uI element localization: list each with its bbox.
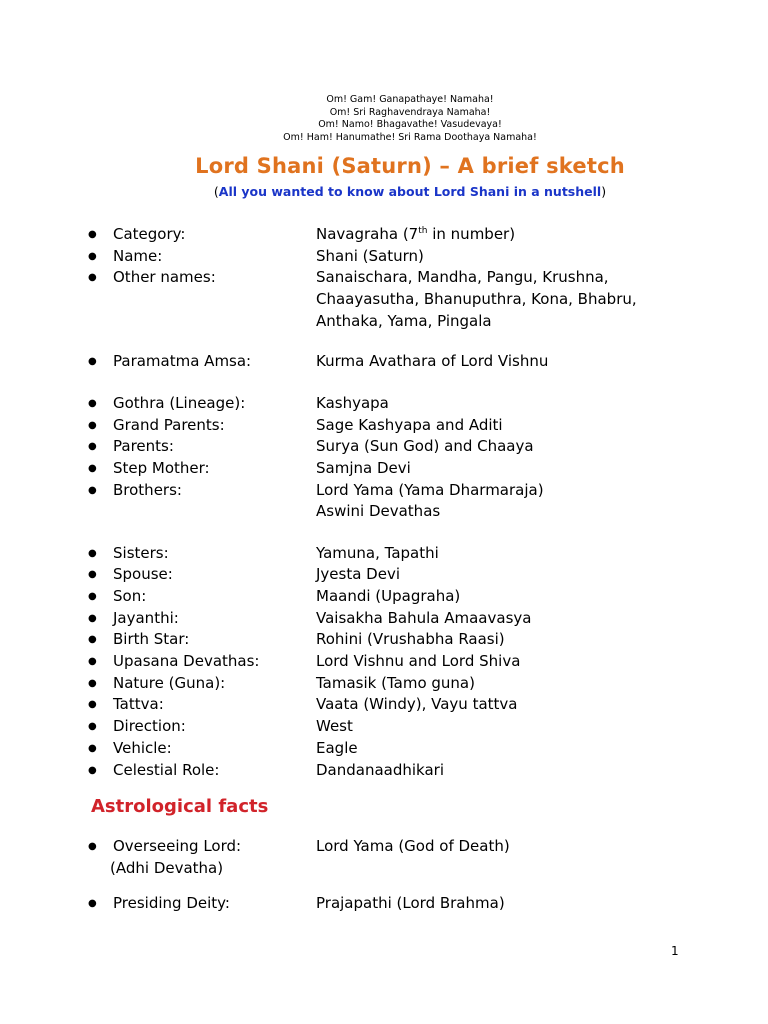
fact-value: Lord Yama (Yama Dharmaraja) <box>316 480 544 499</box>
fact-value: Kurma Avathara of Lord Vishnu <box>316 352 549 370</box>
bullet-icon: ● <box>88 634 97 646</box>
page-number: 1 <box>671 944 679 958</box>
fact-label: Nature (Guna): <box>113 673 226 692</box>
subtitle-open-paren: ( <box>213 184 219 199</box>
bullet-icon: ● <box>88 841 97 852</box>
fact-value-part: Navagraha (7 <box>316 225 419 243</box>
fact-value-continued: Chaayasutha, Bhanuputhra, Kona, Bhabru, <box>316 290 637 309</box>
fact-label: Overseeing Lord: <box>113 837 242 855</box>
fact-label: Upasana Devathas: <box>113 652 260 670</box>
fact-label: Celestial Role: <box>113 760 220 779</box>
fact-value-superscript: th <box>418 226 428 236</box>
fact-value: Prajapathi (Lord Brahma) <box>316 894 505 912</box>
fact-value: Kashyapa <box>316 394 389 412</box>
fact-value: Maandi (Upagraha) <box>316 586 461 605</box>
section-heading: Astrological facts <box>91 796 269 817</box>
fact-label: Birth Star: <box>113 630 190 649</box>
fact-value: Tamasik (Tamo guna) <box>316 673 475 692</box>
bullet-icon: ● <box>88 590 97 602</box>
fact-value <box>316 224 515 246</box>
fact-label: Jayanthi: <box>113 608 179 627</box>
invocation-line: Om! Sri Raghavendraya Namaha! <box>329 106 491 118</box>
fact-value: Sanaischara, Mandha, Pangu, Krushna, <box>316 268 609 287</box>
fact-value: Dandanaadhikari <box>316 760 444 779</box>
fact-value: Eagle <box>316 738 358 757</box>
bullet-icon: ● <box>88 898 97 909</box>
fact-value: West <box>316 717 353 736</box>
bullet-icon: ● <box>88 569 97 581</box>
fact-value-continued: Aswini Devathas <box>316 502 441 521</box>
subtitle-text: All you wanted to know about Lord Shani in a nutshell <box>218 184 602 199</box>
fact-label: Paramatma Amsa: <box>113 352 252 370</box>
fact-value: Lord Vishnu and Lord Shiva <box>316 652 521 670</box>
fact-label: Presiding Deity: <box>113 894 230 912</box>
fact-value: Lord Yama (God of Death) <box>316 837 510 855</box>
fact-value-part: in number) <box>427 225 516 243</box>
fact-value: Jyesta Devi <box>316 565 401 584</box>
fact-value: Yamuna, Tapathi <box>316 543 439 562</box>
document-subtitle <box>0 184 768 199</box>
fact-label: Parents: <box>113 437 174 456</box>
bullet-icon: ● <box>88 742 97 754</box>
bullet-icon: ● <box>88 356 97 367</box>
fact-value: Sage Kashyapa and Aditi <box>316 415 503 434</box>
fact-label: Other names: <box>113 268 216 287</box>
invocation-line: Om! Namo! Bhagavathe! Vasudevaya! <box>318 119 502 130</box>
fact-value: Rohini (Vrushabha Raasi) <box>316 630 505 649</box>
bullet-icon: ● <box>88 764 97 776</box>
fact-label: Step Mother: <box>113 459 210 478</box>
bullet-icon: ● <box>88 229 97 240</box>
fact-sublabel: (Adhi Devatha) <box>110 858 224 877</box>
fact-label: Grand Parents: <box>113 415 225 434</box>
bullet-icon: ● <box>88 484 97 496</box>
bullet-icon: ● <box>88 441 97 453</box>
invocation-line: Om! Gam! Ganapathaye! Namaha! <box>326 94 494 105</box>
fact-value: Vaata (Windy), Vayu tattva <box>316 695 518 714</box>
fact-value: Samjna Devi <box>316 459 411 478</box>
bullet-icon: ● <box>88 250 97 262</box>
fact-label: Vehicle: <box>113 738 172 757</box>
bullet-icon: ● <box>88 677 97 689</box>
fact-label: Category: <box>113 225 186 243</box>
fact-label: Tattva: <box>113 695 164 714</box>
fact-value: Vaisakha Bahula Amaavasya <box>316 608 532 627</box>
bullet-icon: ● <box>88 547 97 559</box>
fact-label: Direction: <box>113 717 186 736</box>
bullet-icon: ● <box>88 699 97 711</box>
subtitle-close-paren: ) <box>601 184 607 199</box>
fact-value: Surya (Sun God) and Chaaya <box>316 437 534 456</box>
bullet-icon: ● <box>88 656 97 667</box>
bullet-icon: ● <box>88 721 97 733</box>
bullet-icon: ● <box>88 272 97 284</box>
bullet-icon: ● <box>88 612 97 624</box>
fact-value-continued: Anthaka, Yama, Pingala <box>316 311 492 330</box>
fact-label: Brothers: <box>113 480 182 499</box>
fact-value: Shani (Saturn) <box>316 246 424 265</box>
fact-label: Name: <box>113 246 163 265</box>
fact-label: Sisters: <box>113 543 169 562</box>
invocation-block <box>0 94 768 144</box>
invocation-line: Om! Ham! Hanumathe! Sri Rama Doothaya Namaha! <box>283 131 537 143</box>
bullet-icon: ● <box>88 463 97 475</box>
fact-label: Gothra (Lineage): <box>113 394 246 412</box>
fact-label: Spouse: <box>113 565 173 584</box>
bullet-icon: ● <box>88 398 97 409</box>
fact-label: Son: <box>113 586 147 605</box>
document-title: Lord Shani (Saturn) – A brief sketch <box>195 154 625 178</box>
bullet-icon: ● <box>88 419 97 431</box>
